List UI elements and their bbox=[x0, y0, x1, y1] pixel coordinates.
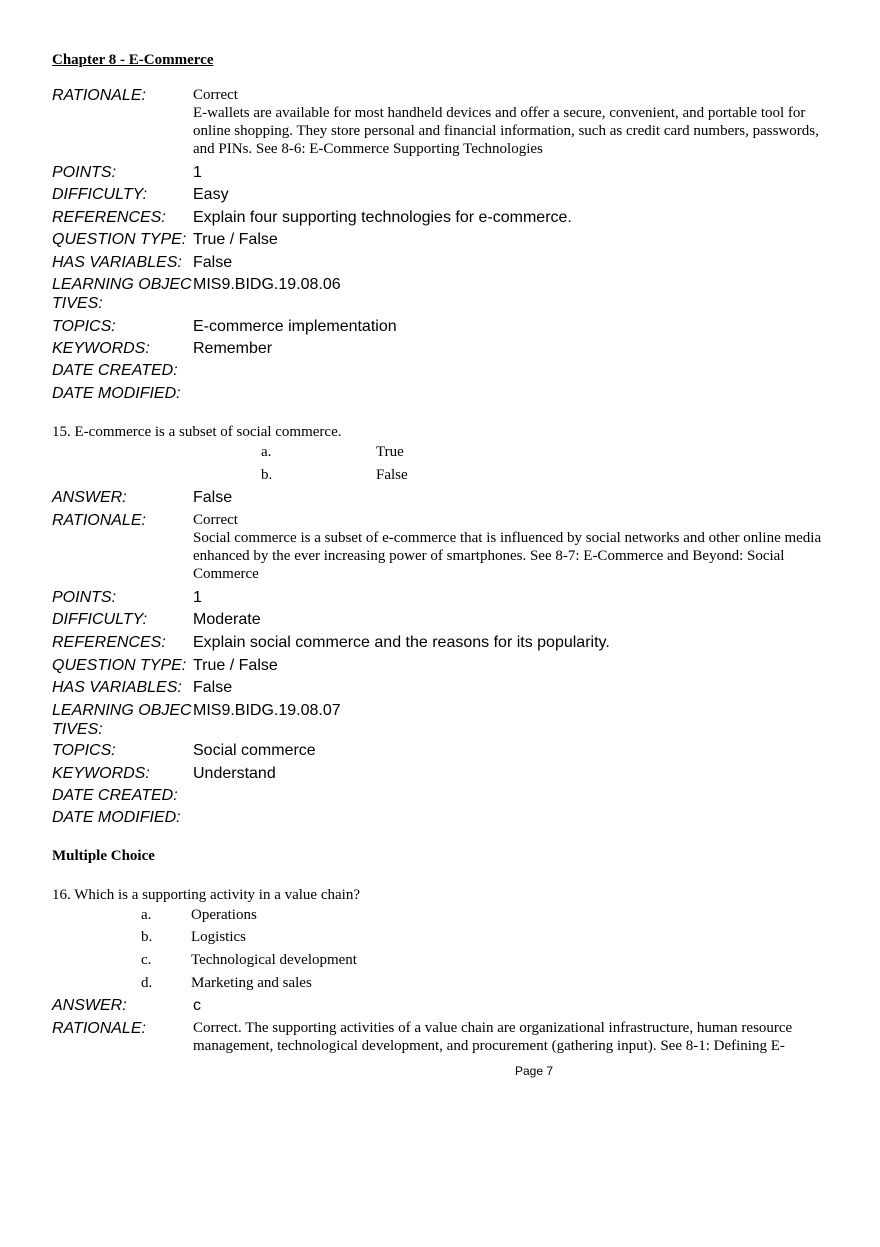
q16-stem: 16. Which is a supporting activity in a value chain? bbox=[52, 887, 360, 903]
q15-points: 1 bbox=[193, 589, 202, 606]
question-type-label: QUESTION TYPE: bbox=[52, 231, 187, 248]
q14-topics: E-commerce implementation bbox=[193, 318, 397, 335]
references-label: REFERENCES: bbox=[52, 634, 166, 651]
topics-label: TOPICS: bbox=[52, 742, 116, 759]
q15-stem: 15. E-commerce is a subset of social commerce. bbox=[52, 424, 342, 440]
q14-keywords: Remember bbox=[193, 340, 273, 357]
q15-rationale-text: Social commerce is a subset of e-commerce that is influenced by social networks and other online media enhanced by the ever increasing power of smartphones. See 8-7: E-Commerce and Beyond: Social Commerce bbox=[193, 530, 822, 582]
q14-points: 1 bbox=[193, 164, 202, 181]
q15-option-b-text: False bbox=[376, 467, 408, 483]
rationale-label: RATIONALE: bbox=[52, 1020, 146, 1037]
learning-objectives-label-line2: TIVES: bbox=[52, 721, 103, 738]
q15-option-b-letter: b. bbox=[261, 467, 273, 483]
q15-rationale bbox=[193, 511, 833, 583]
points-label: POINTS: bbox=[52, 164, 117, 181]
date-modified-label: DATE MODIFIED: bbox=[52, 809, 181, 826]
points-label: POINTS: bbox=[52, 589, 117, 606]
keywords-label: KEYWORDS: bbox=[52, 340, 150, 357]
question-type-label: QUESTION TYPE: bbox=[52, 657, 187, 674]
learning-objectives-label bbox=[52, 275, 192, 313]
q14-learning-objectives: MIS9.BIDG.19.08.06 bbox=[193, 276, 341, 293]
q15-option-a-text: True bbox=[376, 444, 404, 460]
difficulty-label: DIFFICULTY: bbox=[52, 186, 148, 203]
topics-label: TOPICS: bbox=[52, 318, 116, 335]
q15-keywords: Understand bbox=[193, 765, 276, 782]
q16-option-c-letter: c. bbox=[141, 952, 152, 968]
q14-rationale bbox=[193, 86, 833, 158]
keywords-label: KEYWORDS: bbox=[52, 765, 150, 782]
rationale-label: RATIONALE: bbox=[52, 512, 146, 529]
q14-references: Explain four supporting technologies for e-commerce. bbox=[193, 209, 572, 226]
section-heading: Multiple Choice bbox=[52, 848, 155, 864]
q16-option-a-letter: a. bbox=[141, 907, 152, 923]
date-modified-label: DATE MODIFIED: bbox=[52, 385, 181, 402]
difficulty-label: DIFFICULTY: bbox=[52, 611, 148, 628]
q16-option-d-letter: d. bbox=[141, 975, 153, 991]
chapter-title: Chapter 8 - E-Commerce bbox=[52, 52, 214, 68]
date-created-label: DATE CREATED: bbox=[52, 787, 178, 804]
q16-rationale-text: Correct. The supporting activities of a value chain are organizational infrastructure, human resource management, technological development, and procurement (gathering input). See 8-1: Defining E- bbox=[193, 1020, 793, 1054]
q16-option-a-text: Operations bbox=[191, 907, 257, 923]
date-created-label: DATE CREATED: bbox=[52, 362, 178, 379]
q15-answer: False bbox=[193, 489, 233, 506]
q14-rationale-text: E-wallets are available for most handheld devices and offer a secure, convenient, and portable tool for online shopping. They store personal and financial information, such as credit card numbers, passwords, and PINs. See 8-6: E-Commerce Supporting Technologies bbox=[193, 105, 819, 157]
has-variables-label: HAS VARIABLES: bbox=[52, 254, 182, 271]
q15-difficulty: Moderate bbox=[193, 611, 261, 628]
q15-option-a-letter: a. bbox=[261, 444, 272, 460]
q16-option-c-text: Technological development bbox=[191, 952, 357, 968]
q16-option-b-letter: b. bbox=[141, 929, 153, 945]
learning-objectives-label-line1: LEARNING OBJEC bbox=[52, 702, 192, 719]
q15-question-type: True / False bbox=[193, 657, 278, 674]
q15-learning-objectives: MIS9.BIDG.19.08.07 bbox=[193, 702, 341, 719]
q15-topics: Social commerce bbox=[193, 742, 316, 759]
learning-objectives-label-line1: LEARNING OBJEC bbox=[52, 276, 192, 293]
q15-references: Explain social commerce and the reasons for its popularity. bbox=[193, 634, 610, 651]
q15-has-variables: False bbox=[193, 679, 233, 696]
q14-question-type: True / False bbox=[193, 231, 278, 248]
answer-label: ANSWER: bbox=[52, 997, 127, 1014]
references-label: REFERENCES: bbox=[52, 209, 166, 226]
q16-answer: c bbox=[193, 997, 201, 1014]
rationale-label: RATIONALE: bbox=[52, 87, 146, 104]
page-number: Page 7 bbox=[514, 1064, 554, 1078]
q14-rationale-status: Correct bbox=[193, 87, 238, 103]
learning-objectives-label bbox=[52, 701, 192, 739]
q14-has-variables: False bbox=[193, 254, 233, 271]
q16-option-b-text: Logistics bbox=[191, 929, 246, 945]
learning-objectives-label-line2: TIVES: bbox=[52, 295, 103, 312]
has-variables-label: HAS VARIABLES: bbox=[52, 679, 182, 696]
answer-label: ANSWER: bbox=[52, 489, 127, 506]
q14-difficulty: Easy bbox=[193, 186, 229, 203]
q16-option-d-text: Marketing and sales bbox=[191, 975, 312, 991]
q15-rationale-status: Correct bbox=[193, 512, 238, 528]
